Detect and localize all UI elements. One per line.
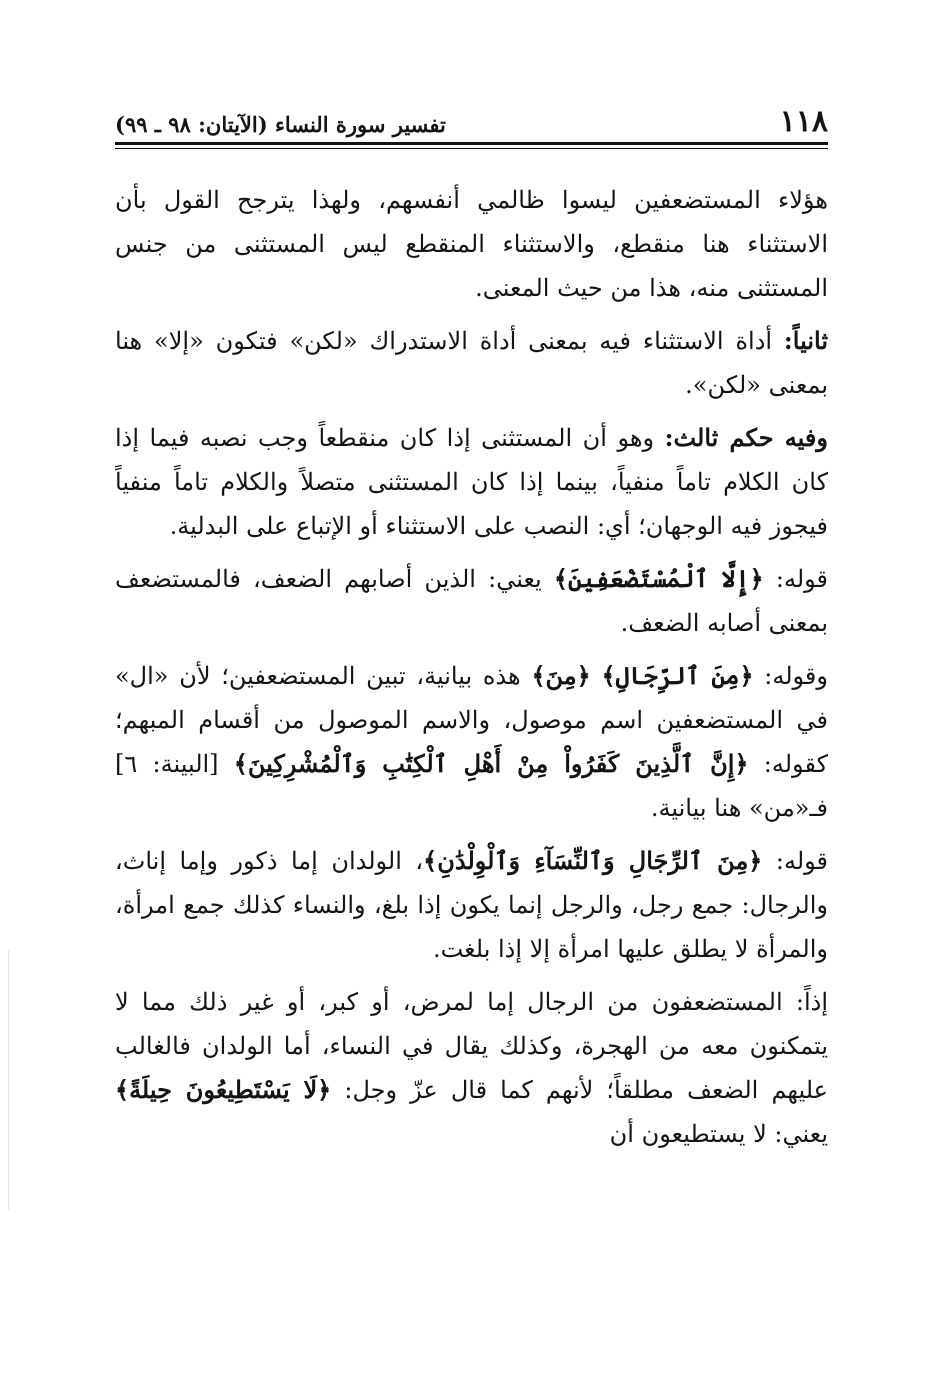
page-header [115,104,828,144]
paragraph-5-part: هذه بيانية، تبين المستضعفين؛ لأن «ال» في المستضعفين اسم موصول، والاسم الموصول من أقسام المبهم؛ كقوله: [115,662,829,778]
paragraph-1 [115,178,828,310]
paragraph-3 [115,416,828,548]
paragraph-6-part: ، الولدان إما ذكور وإما إناث، والرجال: جمع رجل، والرجل إنما يكون إذا بلغ، والنساء كذلك جمع امرأة، والمرأة لا يطلق عليها امرأة إلا إذا بلغت. [115,847,828,963]
quran-verse: ﴿لَا يَسْتَطِيعُونَ حِيلَةً﴾ [115,1075,332,1104]
book-page [115,0,828,1378]
scan-artifact-line [8,950,9,1210]
header-rule-thin [115,148,828,149]
paragraph-5-part: وقوله: [753,662,828,690]
paragraph-2-lead: ثانياً: [783,326,828,355]
paragraph-5-part: [البينة: ٦] فـ«من» هنا بيانية. [115,750,828,822]
paragraph-4-part: يعني: الذين أصابهم الضعف، فالمستضعف بمعنى أصابه الضعف. [115,565,828,637]
paragraph-7-part: إذاً: المستضعفون من الرجال إما لمرض، أو كبر، أو غير ذلك مما لا يتمكنون معه من الهجرة، وكذلك يقال في النساء، أما الولدان فالغالب عليهم الضعف مطلقاً؛ لأنهم كما قال عزّ وجل: [115,988,828,1104]
quran-verse: ﴿مِنَ﴾ [531,661,591,690]
paragraph-2-text: أداة الاستثناء فيه بمعنى أداة الاستدراك «لكن» فتكون «إلا» هنا بمعنى «لكن». [115,327,828,399]
paragraph-3-text: وهو أن المستثنى إذا كان منقطعاً وجب نصبه فيما إذا كان الكلام تاماً منفياً، بينما إذا كان المستثنى متصلاً والكلام تاماً منفياً فيجوز فيه الوجهان؛ أي: النصب على الاستثناء أو الإتباع على البدلية. [115,424,828,540]
paragraph-7 [115,980,828,1156]
page-body [115,178,828,1165]
paragraph-5-part [591,662,602,690]
paragraph-7-part: يعني: لا يستطيعون أن [609,1120,828,1148]
paragraph-2 [115,319,828,407]
quran-verse: ﴿إِلَّا ٱلْمُسْتَضْعَفِينَ﴾ [553,564,764,593]
paragraph-6 [115,839,828,971]
paragraph-3-lead: وفيه حكم ثالث: [664,423,828,452]
paragraph-4-part: قوله: [763,565,829,593]
paragraph-5 [115,654,828,830]
paragraph-1-text: هؤلاء المستضعفين ليسوا ظالمي أنفسهم، ولهذا يترجح القول بأن الاستثناء هنا منقطع، والاستثناء المنقطع ليس المستثنى من جنس المستثنى منه، هذا من حيث المعنى. [115,186,828,302]
running-title: تفسير سورة النساء (الآيتان: ٩٨ ـ ٩٩) [115,112,446,137]
paragraph-4 [115,557,828,645]
page-number: ١١٨ [779,104,828,139]
quran-verse: ﴿مِنَ ٱلرِّجَالِ وَٱلنِّسَآءِ وَٱلْوِلْدَٰنِ﴾ [423,846,763,875]
quran-verse: ﴿مِنَ ٱلرِّجَالِ﴾ [601,661,754,690]
header-rule-thick [115,142,828,145]
paragraph-6-part: قوله: [762,847,829,875]
quran-verse: ﴿إِنَّ ٱلَّذِينَ كَفَرُواْ مِنْ أَهْلِ ٱلْكِتَٰبِ وَٱلْمُشْرِكِينَ﴾ [233,749,749,778]
